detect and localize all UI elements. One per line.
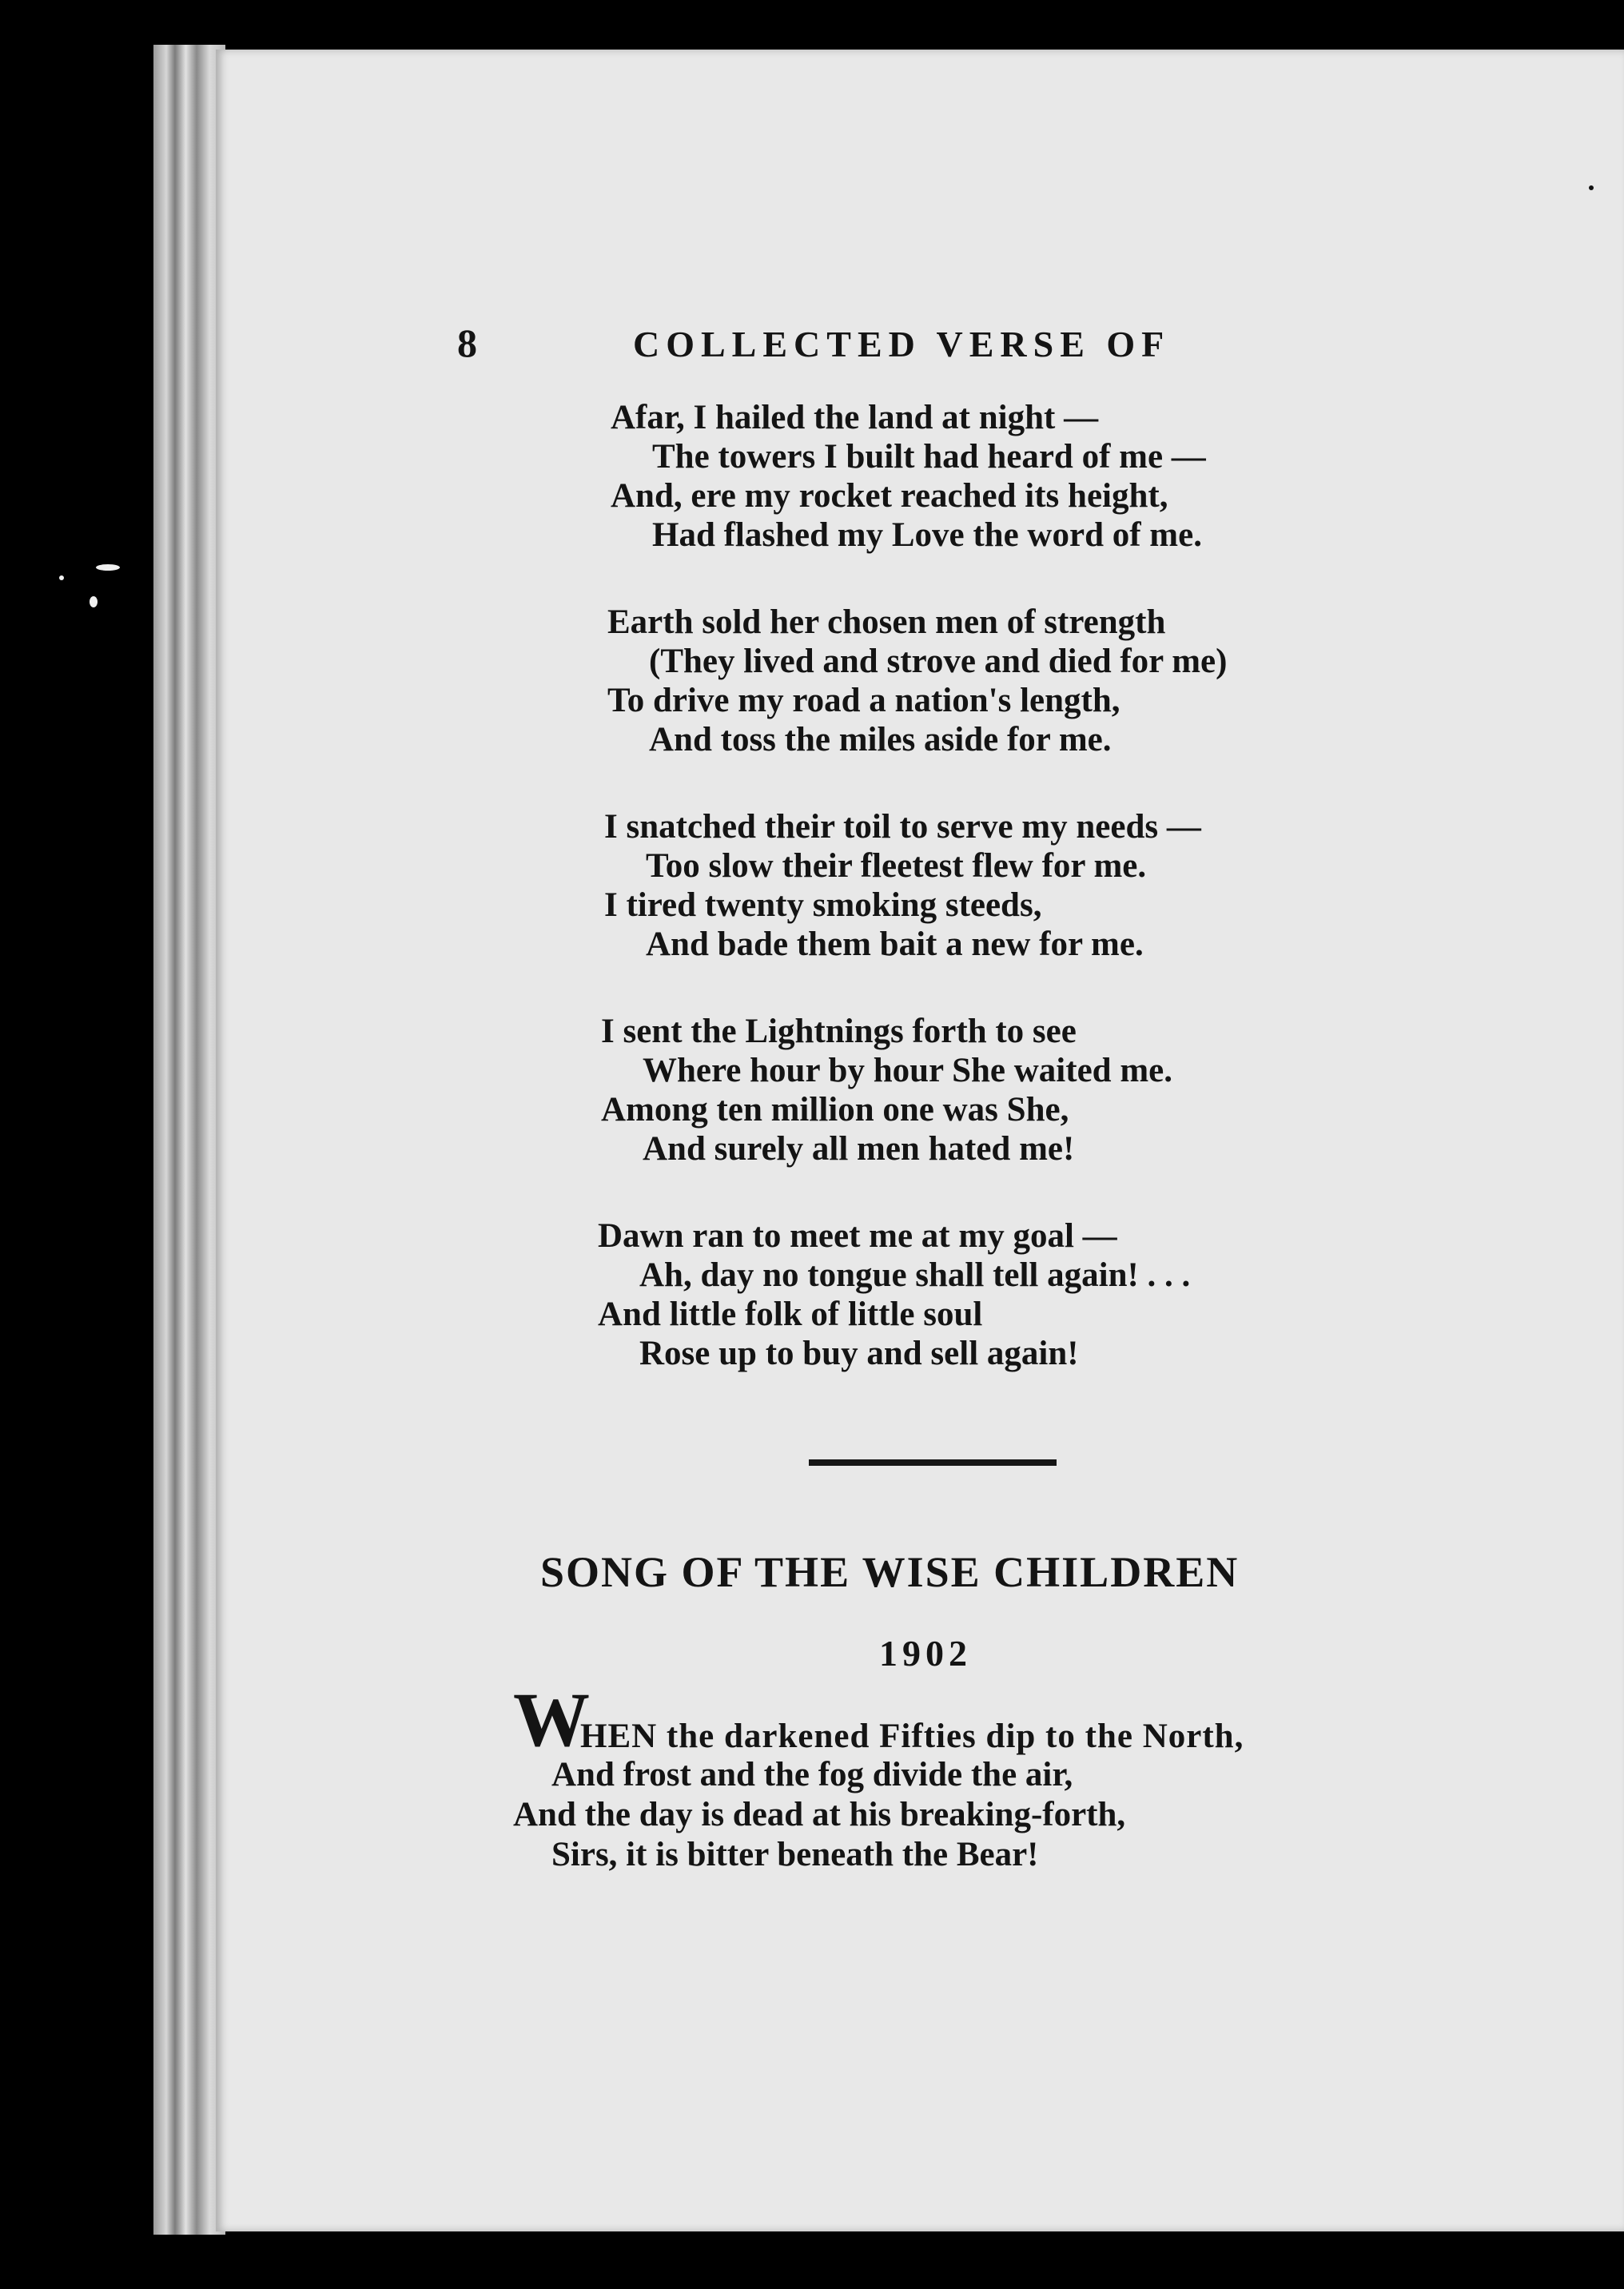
section-divider-rule <box>809 1459 1057 1466</box>
drop-cap: W <box>513 1677 590 1762</box>
verse-line-first: HEN the darkened Fifties dip to the North, <box>580 1718 1244 1755</box>
verse-line: I tired twenty smoking steeds, <box>604 886 1042 924</box>
verse-line: Where hour by hour She waited me. <box>643 1052 1172 1089</box>
running-head: COLLECTED VERSE OF <box>633 324 1171 364</box>
book-spine-edge <box>153 45 225 2235</box>
verse-line: Sirs, it is bitter beneath the Bear! <box>551 1836 1039 1873</box>
verse-line: Among ten million one was She, <box>601 1091 1069 1129</box>
scan-speck <box>90 596 98 607</box>
page-number: 8 <box>457 320 477 365</box>
verse-line: I snatched their toil to serve my needs — <box>604 808 1201 846</box>
poem-title: SONG OF THE WISE CHILDREN <box>540 1548 1240 1596</box>
stanza-1 <box>611 398 1206 555</box>
verse-line: And the day is dead at his breaking-forth, <box>513 1796 1126 1833</box>
stanza-4 <box>601 1012 1172 1168</box>
verse-line: Rose up to buy and sell again! <box>639 1335 1079 1372</box>
verse-line: And frost and the fog divide the air, <box>551 1756 1073 1793</box>
stanza-5 <box>598 1216 1190 1373</box>
verse-line: The towers I built had heard of me — <box>652 438 1206 476</box>
scan-speck <box>96 564 120 571</box>
verse-line: I sent the Lightnings forth to see <box>601 1013 1077 1050</box>
poem-year: 1902 <box>879 1633 972 1674</box>
verse-line: And toss the miles aside for me. <box>649 721 1112 758</box>
verse-line: Dawn ran to meet me at my goal — <box>598 1217 1117 1255</box>
verse-line: Too slow their fleetest flew for me. <box>646 847 1147 885</box>
verse-line: Earth sold her chosen men of strength <box>607 603 1166 641</box>
stanza-3 <box>604 807 1201 964</box>
stanza-2 <box>607 603 1227 759</box>
verse-line: Ah, day no tongue shall tell again! . . . <box>639 1256 1191 1294</box>
verse-line: And little folk of little soul <box>598 1296 983 1333</box>
verse-line: And bade them bait a new for me. <box>646 926 1144 963</box>
verse-line: Afar, I hailed the land at night — <box>611 399 1099 436</box>
verse-line: Had flashed my Love the word of me. <box>652 516 1202 554</box>
scan-speck <box>59 575 64 580</box>
verse-line: And, ere my rocket reached its height, <box>611 477 1168 515</box>
scan-speck <box>1589 185 1594 190</box>
verse-line: And surely all men hated me! <box>643 1130 1075 1168</box>
verse-line: To drive my road a nation's length, <box>607 682 1120 719</box>
verse-line: (They lived and strove and died for me) <box>649 643 1228 680</box>
